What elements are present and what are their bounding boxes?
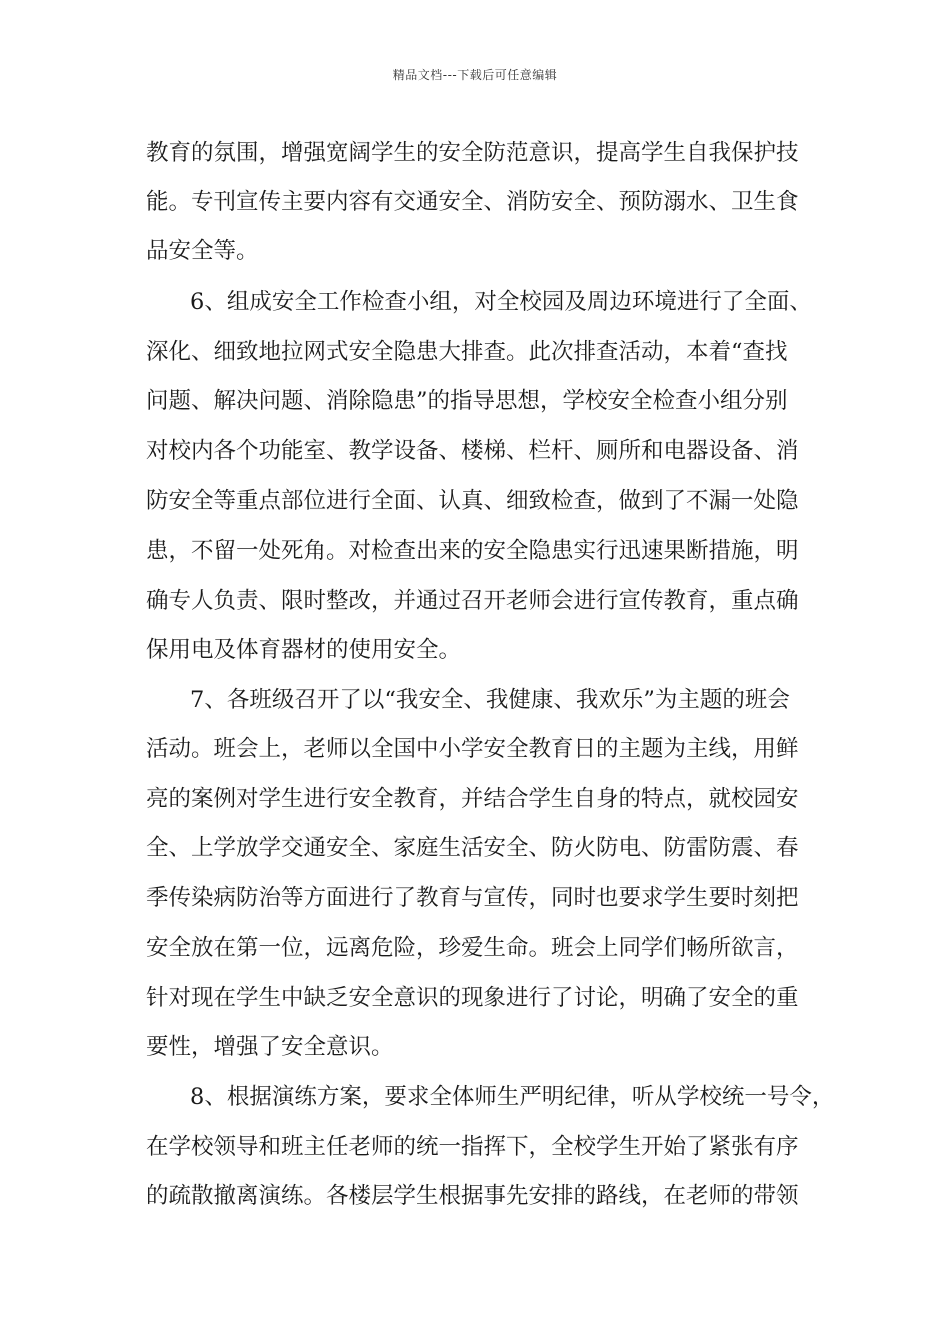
text-line: 对校内各个功能室、教学设备、楼梯、栏杆、厕所和电器设备、消 [146,438,799,464]
text-line: 教育的氛围，增强宽阔学生的安全防范意识，提高学生自我保护技 [146,140,799,166]
text-line: 亮的案例对学生进行安全教育，并结合学生自身的特点，就校园安 [146,786,799,812]
text-line: 品安全等。 [146,238,259,264]
text-line: 防安全等重点部位进行全面、认真、细致检查，做到了不漏一处隐 [146,488,799,514]
text-line: 全、上学放学交通安全、家庭生活安全、防火防电、防雷防震、春 [146,835,799,861]
text-line: 针对现在学生中缺乏安全意识的现象进行了讨论，明确了安全的重 [146,985,799,1011]
text-line: 季传染病防治等方面进行了教育与宣传，同时也要求学生要时刻把 [146,885,799,911]
text-line: 保用电及体育器材的使用安全。 [146,637,462,663]
text-line: 能。专刊宣传主要内容有交通安全、消防安全、预防溺水、卫生食 [146,189,799,215]
page-header: 精品文档---下载后可任意编辑 [392,68,558,82]
text-line: 的疏散撤离演练。各楼层学生根据事先安排的路线，在老师的带领 [146,1183,799,1209]
text-line: 确专人负责、限时整改，并通过召开老师会进行宣传教育，重点确 [146,588,799,614]
paragraph-6-first-line: 6、组成安全工作检查小组，对全校园及周边环境进行了全面、 [190,289,812,315]
text-line: 安全放在第一位，远离危险，珍爱生命。班会上同学们畅所欲言， [146,935,799,961]
text-line: 深化、细致地拉网式安全隐患大排查。此次排查活动，本着“查找 [146,339,788,365]
text-line: 活动。班会上，老师以全国中小学安全教育日的主题为主线，用鲜 [146,736,799,762]
text-line: 在学校领导和班主任老师的统一指挥下，全校学生开始了紧张有序 [146,1134,799,1160]
paragraph-8-first-line: 8、根据演练方案，要求全体师生严明纪律，听从学校统一号令， [190,1084,835,1110]
text-line: 问题、解决问题、消除隐患”的指导思想，学校安全检查小组分别 [146,388,788,414]
paragraph-7-first-line: 7、各班级召开了以“我安全、我健康、我欢乐”为主题的班会 [190,687,790,713]
text-line: 要性，增强了安全意识。 [146,1034,394,1060]
text-line: 患，不留一处死角。对检查出来的安全隐患实行迅速果断措施，明 [146,538,799,564]
